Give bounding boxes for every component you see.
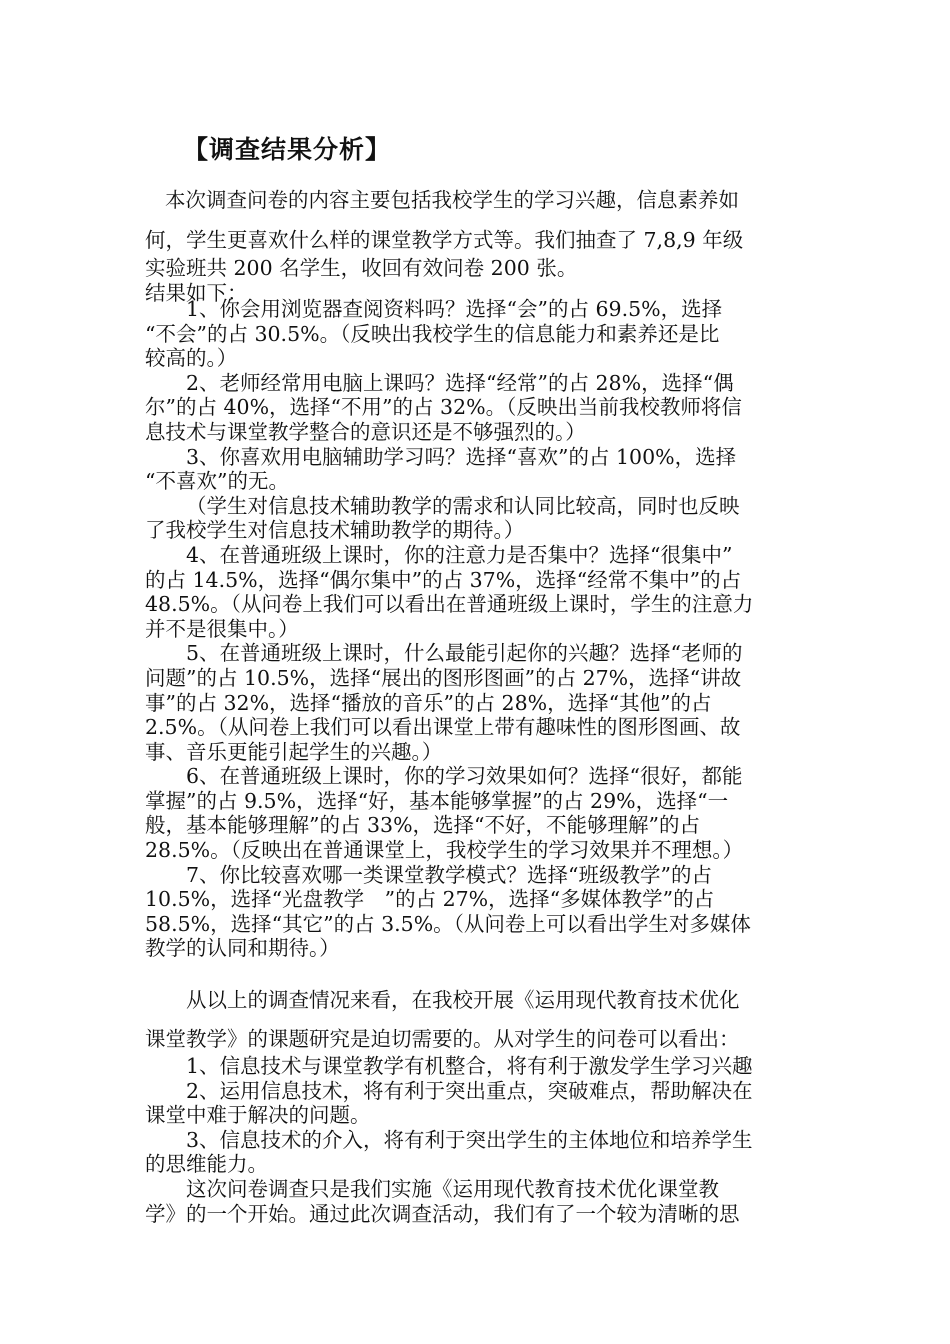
- result-line: 息技术与课堂教学整合的意识还是不够强烈的。）: [145, 419, 586, 444]
- result-line: 10.5%，选择“光盘教学 ”的占 27%，选择“多媒体教学”的占: [145, 887, 715, 912]
- result-line: 2.5%。（从问卷上我们可以看出课堂上带有趣味性的图形图画、故: [145, 715, 741, 740]
- conclusion-line: 的思维能力。: [145, 1152, 268, 1177]
- conclusion-line: 从以上的调查情况来看，在我校开展《运用现代教育技术优化: [186, 988, 740, 1012]
- result-line: 事、音乐更能引起学生的兴趣。）: [145, 739, 443, 764]
- intro-line: 结果如下：: [145, 280, 248, 305]
- result-line: 问题”的占 10.5%，选择“展出的图形图画”的占 27%，选择“讲故: [145, 665, 742, 690]
- conclusion-line: 课堂教学》的课题研究是迫切需要的。从对学生的问卷可以看出：: [145, 1027, 740, 1051]
- result-line: “不会”的占 30.5%。（反映出我校学生的信息能力和素养还是比: [145, 321, 720, 346]
- intro-paragraph: [145, 186, 810, 305]
- result-line: 并不是很集中。）: [145, 616, 299, 641]
- results-list: [145, 297, 810, 961]
- result-line: 教学的认同和期待。）: [145, 936, 340, 961]
- intro-line: 实验班共 200 名学生，收回有效问卷 200 张。: [145, 256, 578, 280]
- result-line: 48.5%。（从问卷上我们可以看出在普通班级上课时，学生的注意力: [145, 592, 754, 617]
- result-line: 了我校学生对信息技术辅助教学的期待。）: [145, 518, 525, 543]
- section-title: 【调查结果分析】: [183, 135, 392, 164]
- result-line: 58.5%，选择“其它”的占 3.5%。（从问卷上可以看出学生对多媒体: [145, 911, 751, 936]
- conclusion-line: 2、运用信息技术，将有利于突出重点，突破难点，帮助解决在: [186, 1078, 753, 1103]
- result-line: “不喜欢”的无。: [145, 469, 289, 494]
- result-line: 事”的占 32%，选择“播放的音乐”的占 28%，选择“其他”的占: [145, 690, 712, 715]
- result-line: 的占 14.5%，选择“偶尔集中”的占 37%，选择“经常不集中”的占: [145, 567, 742, 592]
- result-line: 较高的。）: [145, 346, 238, 371]
- result-line: 2、老师经常用电脑上课吗？选择“经常”的占 28%，选择“偶: [186, 370, 734, 395]
- conclusion-line: 3、信息技术的介入，将有利于突出学生的主体地位和培养学生: [186, 1127, 753, 1152]
- result-line: 7、你比较喜欢哪一类课堂教学模式？选择“班级教学”的占: [186, 862, 713, 887]
- result-line: 6、在普通班级上课时，你的学习效果如何？选择“很好，都能: [186, 764, 743, 789]
- conclusion-line: 这次问卷调查只是我们实施《运用现代教育技术优化课堂教: [186, 1176, 719, 1201]
- result-line: 般，基本能够理解”的占 33%，选择“不好，不能够理解”的占: [145, 813, 701, 838]
- result-line: 5、在普通班级上课时，什么最能引起你的兴趣？选择“老师的: [186, 641, 743, 666]
- result-line: 1、你会用浏览器查阅资料吗？选择“会”的占 69.5%，选择: [186, 297, 723, 321]
- conclusion-line: 1、信息技术与课堂教学有机整合，将有利于激发学生学习兴趣: [186, 1054, 753, 1078]
- conclusion-line: 课堂中难于解决的问题。: [145, 1103, 371, 1128]
- intro-line: 何，学生更喜欢什么样的课堂教学方式等。我们抽查了 7,8,9 年级: [145, 228, 744, 252]
- result-line: （学生对信息技术辅助教学的需求和认同比较高，同时也反映: [186, 493, 740, 518]
- result-line: 28.5%。（反映出在普通课堂上，我校学生的学习效果并不理想。）: [145, 838, 744, 863]
- conclusion-line: 学》的一个开始。通过此次调查活动，我们有了一个较为清晰的思: [145, 1201, 740, 1226]
- result-line: 4、在普通班级上课时，你的注意力是否集中？选择“很集中”: [186, 542, 733, 567]
- intro-line: 本次调查问卷的内容主要包括我校学生的学习兴趣，信息素养如: [165, 188, 739, 212]
- result-line: 3、你喜欢用电脑辅助学习吗？选择“喜欢”的占 100%，选择: [186, 444, 737, 469]
- conclusion-paragraph: [145, 986, 810, 1226]
- result-line: 尔”的占 40%，选择“不用”的占 32%。（反映出当前我校教师将信: [145, 395, 742, 420]
- result-line: 掌握”的占 9.5%，选择“好，基本能够掌握”的占 29%，选择“一: [145, 788, 729, 813]
